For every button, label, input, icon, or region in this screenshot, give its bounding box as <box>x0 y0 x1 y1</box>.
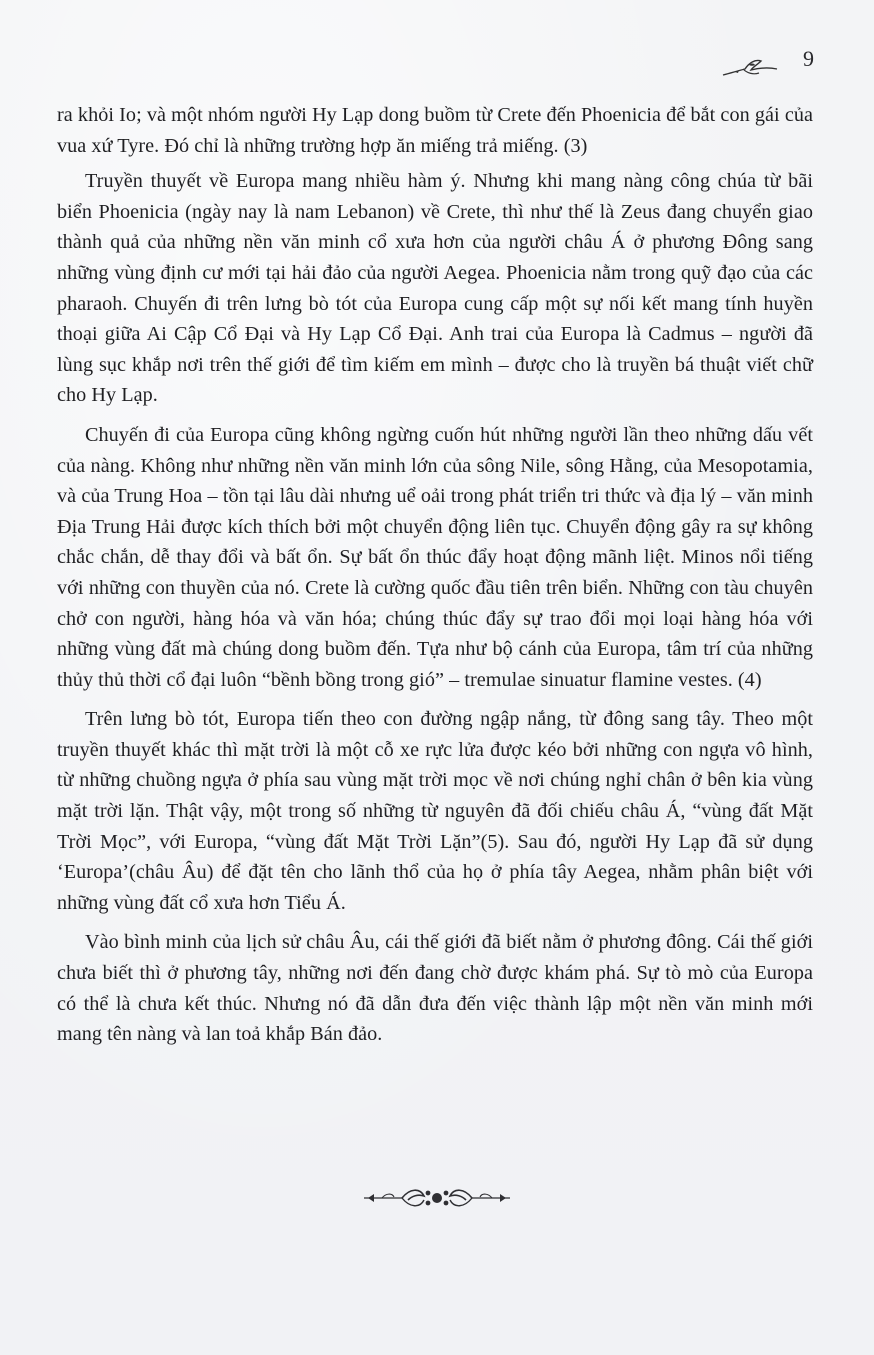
paragraph: Chuyến đi của Europa cũng không ngừng cuốn hút những người lần theo những dấu vết của nàng. Không như những nền văn minh lớn của sông Nile, sông Hằng, của Mesopotamia, và của Trung Hoa – tồn tại lâu dài nhưng uể oải trong phát triển tri thức và địa lý – văn minh Địa Trung Hải được kích thích bởi một chuyển động liên tục. Chuyển động gây ra sự không chắc chắn, dễ thay đổi và bất ổn. Sự bất ổn thúc đẩy hoạt động mãnh liệt. Minos nổi tiếng với những con thuyền của nó. Crete là cường quốc đầu tiên trên biển. Những con tàu chuyên chở con người, hàng hóa và văn hóa; chúng thúc đẩy sự trao đổi mọi loại hàng hóa với những vùng đất mà chúng dong buồm đến. Tựa như bộ cánh của Europa, tâm trí của những thủy thủ thời cổ đại luôn “bềnh bồng trong gió” – tremulae sinuatur flamine vestes. (4) <box>57 423 813 691</box>
paragraph-continuation: ra khỏi Io; và một nhóm người Hy Lạp dong buồm từ Crete đến Phoenicia để bắt con gái của vua xứ Tyre. Đó chỉ là những trường hợp ăn miếng trả miếng. (3) <box>57 104 813 157</box>
page-number: 9 <box>803 46 814 71</box>
section-end-ornament-icon <box>362 1185 512 1211</box>
paragraph: Trên lưng bò tót, Europa tiến theo con đường ngập nắng, từ đông sang tây. Theo một truyền thuyết khác thì mặt trời là một cỗ xe rực lửa được kéo bởi những con ngựa vô hình, từ những chuồng ngựa ở phía sau vùng mặt trời mọc về nơi chúng nghỉ chân ở bên kia vùng mặt trời lặn. Thật vậy, một trong số những từ nguyên đã đối chiếu châu Á, “vùng đất Mặt Trời Mọc”, với Europa, “vùng đất Mặt Trời Lặn”(5). Sau đó, người Hy Lạp đã sử dụng ‘Europa’(châu Âu) để đặt tên cho lãnh thổ của họ ở phía tây Aegea, nhằm phân biệt với những vùng đất cổ xưa hơn Tiểu Á. <box>57 708 813 914</box>
paragraph: Truyền thuyết về Europa mang nhiều hàm ý. Nhưng khi mang nàng công chúa từ bãi biển Phoenicia (ngày nay là nam Lebanon) về Crete, thì như thế là Zeus đang chuyển giao thành quả của những nền văn minh cổ xưa hơn của người châu Á ở phương Đông sang những vùng định cư mới tại hải đảo của người Aegea. Phoenicia nằm trong quỹ đạo của các pharaoh. Chuyến đi trên lưng bò tót của Europa cung cấp một sự nối kết mang tính huyền thoại giữa Ai Cập Cổ Đại và Hy Lạp Cổ Đại. Anh trai của Europa là Cadmus – người đã lùng sục khắp nơi trên thế giới để tìm kiếm em mình – được cho là truyền bá thuật viết chữ cho Hy Lạp. <box>57 170 813 407</box>
page-header <box>721 46 814 86</box>
body-text <box>57 100 813 1059</box>
paragraph: Vào bình minh của lịch sử châu Âu, cái thế giới đã biết nằm ở phương đông. Cái thế giới chưa biết thì ở phương tây, những nơi đến đang chờ được khám phá. Sự tò mò của Europa có thể là chưa kết thúc. Nhưng nó đã dẫn đưa đến việc thành lập một nền văn minh mới mang tên nàng và lan toả khắp Bán đảo. <box>57 931 813 1046</box>
header-flourish-icon <box>721 51 781 81</box>
